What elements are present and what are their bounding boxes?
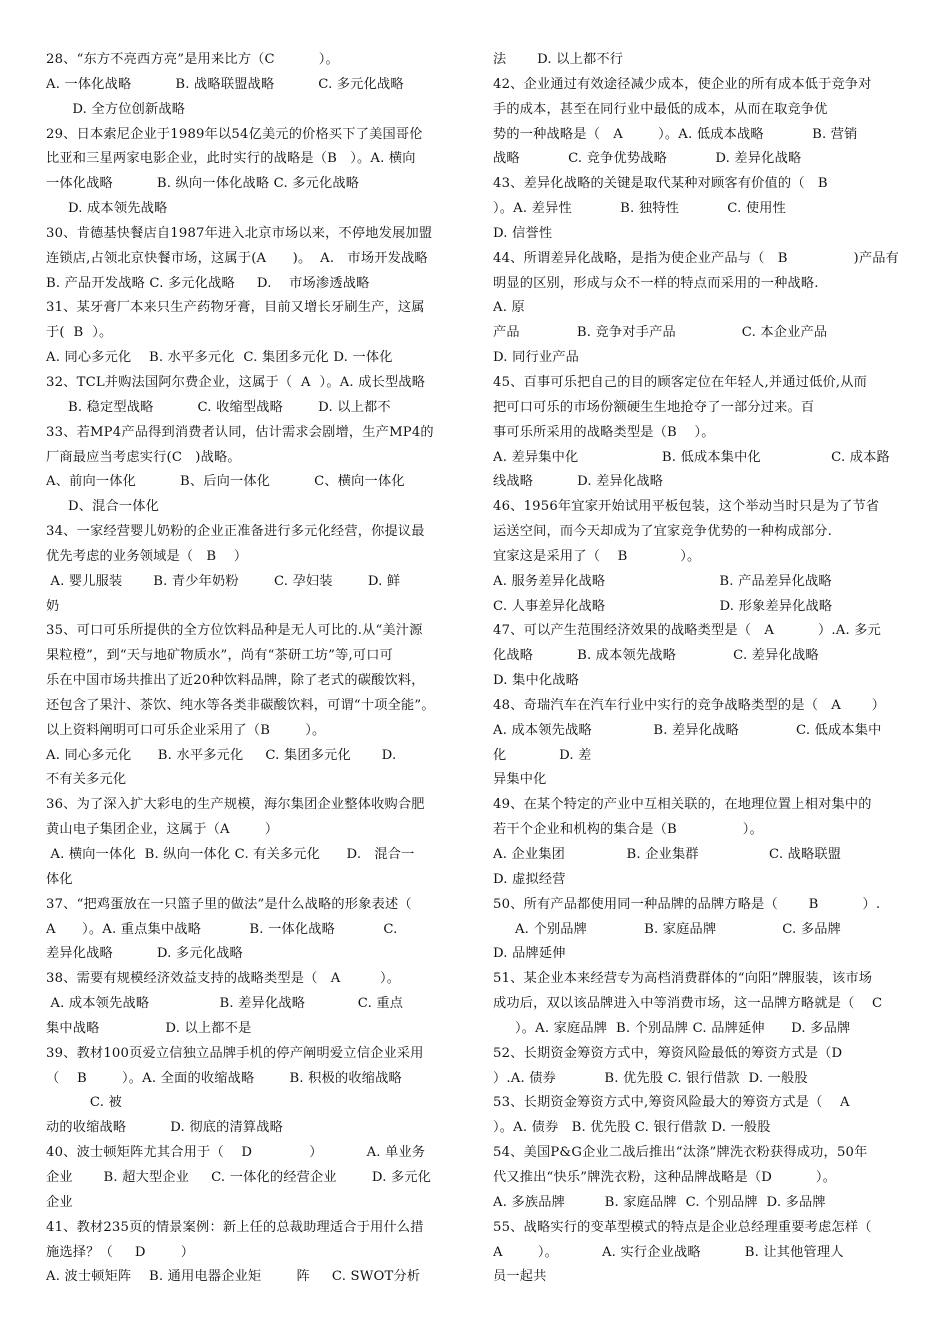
- text-line: 线战略 D. 差异化战略: [493, 474, 664, 490]
- text-line: 势的一种战略是（ A ）。A. 低成本战略 B. 营销: [493, 126, 858, 142]
- text-line: 36、为了深入扩大彩电的生产规模，海尔集团企业整体收购合肥: [46, 797, 425, 813]
- text-line: ）。A. 债券 B. 优先股 C. 银行借款 D. 一般股: [493, 1120, 771, 1136]
- text-line: 48、奇瑞汽车在汽车行业中实行的竞争战略类型的是（ A ）: [493, 697, 886, 713]
- text-line: A ）。A. 重点集中战略 B. 一体化战略 C.: [46, 921, 398, 937]
- text-line: B. 产品开发战略 C. 多元化战略 D. 市场渗透战略: [46, 275, 370, 291]
- text-line: B. 稳定型战略 C. 收缩型战略 D. 以上都不: [46, 399, 391, 415]
- text-line: 连锁店,占领北京快餐市场，这属于(A )。 A. 市场开发战略: [46, 250, 428, 266]
- text-line: 42、企业通过有效途径减少成本，使企业的所有成本低于竞争对: [493, 76, 872, 92]
- text-line: ）。A. 家庭品牌 B. 个别品牌 C. 品牌延伸 D. 多品牌: [493, 1020, 851, 1036]
- text-line: 53、长期资金筹资方式中,筹资风险最大的筹资方式是（ A: [493, 1095, 850, 1111]
- text-line: 31、某牙膏厂本来只生产药物牙膏，目前又增长牙刷生产，这属: [46, 300, 425, 316]
- text-line: C. 人事差异化战略 D. 形象差异化战略: [493, 598, 833, 614]
- text-line: 55、战略实行的变革型模式的特点是企业总经理重要考虑怎样（: [493, 1219, 872, 1235]
- text-line: A. 横向一体化 B. 纵向一体化 C. 有关多元化 D. 混合一: [46, 847, 415, 862]
- text-line: 29、日本索尼企业于1989年以54亿美元的价格买下了美国哥伦: [46, 126, 423, 142]
- left-column: [46, 48, 464, 1290]
- text-line: D. 集中化战略: [493, 673, 580, 689]
- text-line: 运送空间，而今天却成为了宜家竞争优势的一种构成部分.: [493, 524, 833, 540]
- text-line: 明显的区别，形成与众不一样的特点而采用的一种战略.: [493, 275, 819, 291]
- text-line: D. 同行业产品: [493, 350, 580, 366]
- text-line: 45、百事可乐把自己的目的顾客定位在年轻人,并通过低价,从而: [493, 374, 868, 390]
- text-line: 34、一家经营婴儿奶粉的企业正准备进行多元化经营，你提议最: [46, 524, 425, 540]
- text-line: 43、差异化战略的关键是取代某种对顾客有价值的（ B: [493, 176, 828, 192]
- text-line: 体化: [46, 871, 73, 887]
- text-line: 28、“东方不亮西方亮”是用来比方（C ）。: [46, 52, 339, 67]
- text-line: 46、1956年宜家开始试用平板包装，这个举动当时只是为了节省: [493, 499, 880, 515]
- text-line: 员一起共: [493, 1269, 547, 1285]
- text-line: 以上资料阐明可口可乐企业采用了（B ）。: [46, 722, 326, 738]
- text-line: 法 D. 以上都不行: [493, 52, 624, 67]
- text-line: A. 婴儿服装 B. 青少年奶粉 C. 孕妇装 D. 鲜: [46, 573, 401, 589]
- text-line: 54、美国P&G企业二战后推出“汰涤”牌洗衣粉获得成功，50年: [493, 1145, 868, 1161]
- text-line: 施选择？（ D ）: [46, 1244, 195, 1260]
- text-line: D、混合一体化: [46, 499, 160, 515]
- text-line: A. 一体化战略 B. 战略联盟战略 C. 多元化战略: [46, 76, 404, 92]
- text-line: 产品 B. 竞争对手产品 C. 本企业产品: [493, 325, 828, 341]
- text-line: 44、所谓差异化战略，是指为使企业产品与（ B )产品有: [493, 250, 899, 266]
- text-line: A. 波士顿矩阵 B. 通用电器企业矩 阵 C. SWOT分析: [46, 1269, 421, 1285]
- text-line: 40、波士顿矩阵尤其合用于（ D ） A. 单业务: [46, 1145, 426, 1161]
- text-line: A. 个别品牌 B. 家庭品牌 C. 多品牌: [493, 921, 841, 937]
- text-line: 优先考虑的业务领域是（ B ）: [46, 548, 248, 564]
- text-line: 若干个企业和机构的集合是（B ）。: [493, 822, 763, 838]
- text-line: 宜家这是采用了（ B ）。: [493, 548, 701, 564]
- text-line: 企业: [46, 1194, 73, 1210]
- text-line: A. 成本领先战略 B. 差异化战略 C. 重点: [46, 996, 404, 1012]
- text-line: 51、某企业本来经营专为高档消费群体的“向阳”牌服装，该市场: [493, 971, 873, 987]
- text-line: 奶: [46, 598, 60, 614]
- text-line: 代又推出“快乐”牌洗衣粉，这种品牌战略是（D ）。: [493, 1169, 837, 1185]
- text-line: 动的收缩战略 D. 彻底的清算战略: [46, 1120, 284, 1136]
- text-line: 事可乐所采用的战略类型是（B ）。: [493, 424, 715, 440]
- text-line: A. 多族品牌 B. 家庭品牌 C. 个别品牌 D. 多品牌: [493, 1194, 826, 1210]
- text-line: A. 差异集中化 B. 低成本集中化 C. 成本路: [493, 449, 890, 465]
- text-line: （ B ）。A. 全面的收缩战略 B. 积极的收缩战略: [46, 1070, 402, 1086]
- text-line: 还包含了果汁、茶饮、纯水等各类非碳酸饮料，可谓“十项全能”。: [46, 697, 435, 713]
- text-line: A. 企业集团 B. 企业集群 C. 战略联盟: [493, 847, 842, 862]
- text-line: 乐在中国市场共推出了近20种饮料品牌，除了老式的碳酸饮料，: [46, 673, 425, 689]
- text-line: 手的成本，甚至在同行业中最低的成本，从而在取竞争优: [493, 101, 828, 117]
- text-line: 49、在某个特定的产业中互相关联的，在地理位置上相对集中的: [493, 797, 872, 813]
- text-line: A. 原: [493, 300, 525, 316]
- right-column: [493, 48, 911, 1290]
- text-line: 化 D. 差: [493, 747, 592, 763]
- text-line: 30、肯德基快餐店自1987年进入北京市场以来，不停地发展加盟: [46, 225, 433, 241]
- text-line: 成功后，双以该品牌进入中等消费市场，这一品牌方略就是（ C: [493, 996, 883, 1012]
- text-line: 战略 C. 竞争优势战略 D. 差异化战略: [493, 151, 802, 167]
- text-line: A. 同心多元化 B. 水平多元化 C. 集团多元化 D. 一体化: [46, 350, 393, 366]
- text-line: 不有关多元化: [46, 772, 127, 788]
- text-line: 50、所有产品都使用同一种品牌的品牌方略是（ B ）.: [493, 896, 881, 912]
- text-line: D. 全方位创新战略: [46, 101, 186, 117]
- text-line: 比亚和三星两家电影企业，此时实行的战略是（B ）。A. 横向: [46, 151, 416, 167]
- text-line: 52、长期资金筹资方式中，筹资风险最低的筹资方式是（D: [493, 1045, 843, 1061]
- text-line: 38、需要有规模经济效益支持的战略类型是（ A ）。: [46, 971, 401, 987]
- text-line: 企业 B. 超大型企业 C. 一体化的经营企业 D. 多元化: [46, 1169, 432, 1185]
- text-line: 把可口可乐的市场份额硬生生地抢夺了一部分过来。百: [493, 399, 815, 415]
- text-line: A. 成本领先战略 B. 差异化战略 C. 低成本集中: [493, 722, 882, 738]
- text-line: A ）。 A. 实行企业战略 B. 让其他管理人: [493, 1244, 844, 1260]
- text-line: 47、可以产生范围经济效果的战略类型是（ A ）.A. 多元: [493, 623, 882, 639]
- text-line: 一体化战略 B. 纵向一体化战略 C. 多元化战略: [46, 176, 360, 192]
- text-line: A. 服务差异化战略 B. 产品差异化战略: [493, 573, 832, 589]
- text-line: D. 虚拟经营: [493, 871, 566, 887]
- text-line: 黄山电子集团企业，这属于（A ）: [46, 822, 279, 838]
- text-line: D. 成本领先战略: [46, 201, 168, 217]
- text-line: D. 品牌延伸: [493, 946, 566, 962]
- text-line: 37、“把鸡蛋放在一只篮子里的做法”是什么战略的形象表述（: [46, 896, 412, 912]
- text-line: ）.A. 债券 B. 优先股 C. 银行借款 D. 一般股: [493, 1070, 808, 1086]
- text-line: 41、教材235页的情景案例：新上任的总裁助理适合于用什么措: [46, 1219, 424, 1235]
- text-line: 差异化战略 D. 多元化战略: [46, 946, 243, 962]
- text-line: 35、可口可乐所提供的全方位饮料品种是无人可比的.从“美汁源: [46, 623, 423, 639]
- text-line: ）。A. 差异性 B. 独特性 C. 使用性: [493, 201, 787, 217]
- text-line: 果粒橙”，到“天与地矿物质水”，尚有“茶研工坊”等,可口可: [46, 648, 394, 664]
- text-line: 化战略 B. 成本领先战略 C. 差异化战略: [493, 648, 819, 664]
- text-line: 33、若MP4产品得到消费者认同，估计需求会剧增，生产MP4的: [46, 424, 434, 440]
- text-line: C. 被: [46, 1095, 122, 1111]
- text-line: A. 同心多元化 B. 水平多元化 C. 集团多元化 D.: [46, 747, 397, 763]
- text-line: 39、教材100页爱立信独立品牌手机的停产阐明爱立信企业采用: [46, 1045, 424, 1061]
- text-line: 厂商最应当考虑实行(C )战略。: [46, 449, 241, 465]
- text-line: 于( B ）。: [46, 325, 113, 341]
- text-line: D. 信誉性: [493, 225, 553, 241]
- text-line: 32、TCL并购法国阿尔费企业，这属于（ A ）。A. 成长型战略: [46, 374, 426, 390]
- text-line: A、前向一体化 B、后向一体化 C、横向一体化: [46, 474, 405, 490]
- text-line: 集中战略 D. 以上都不是: [46, 1020, 252, 1036]
- text-line: 异集中化: [493, 772, 547, 788]
